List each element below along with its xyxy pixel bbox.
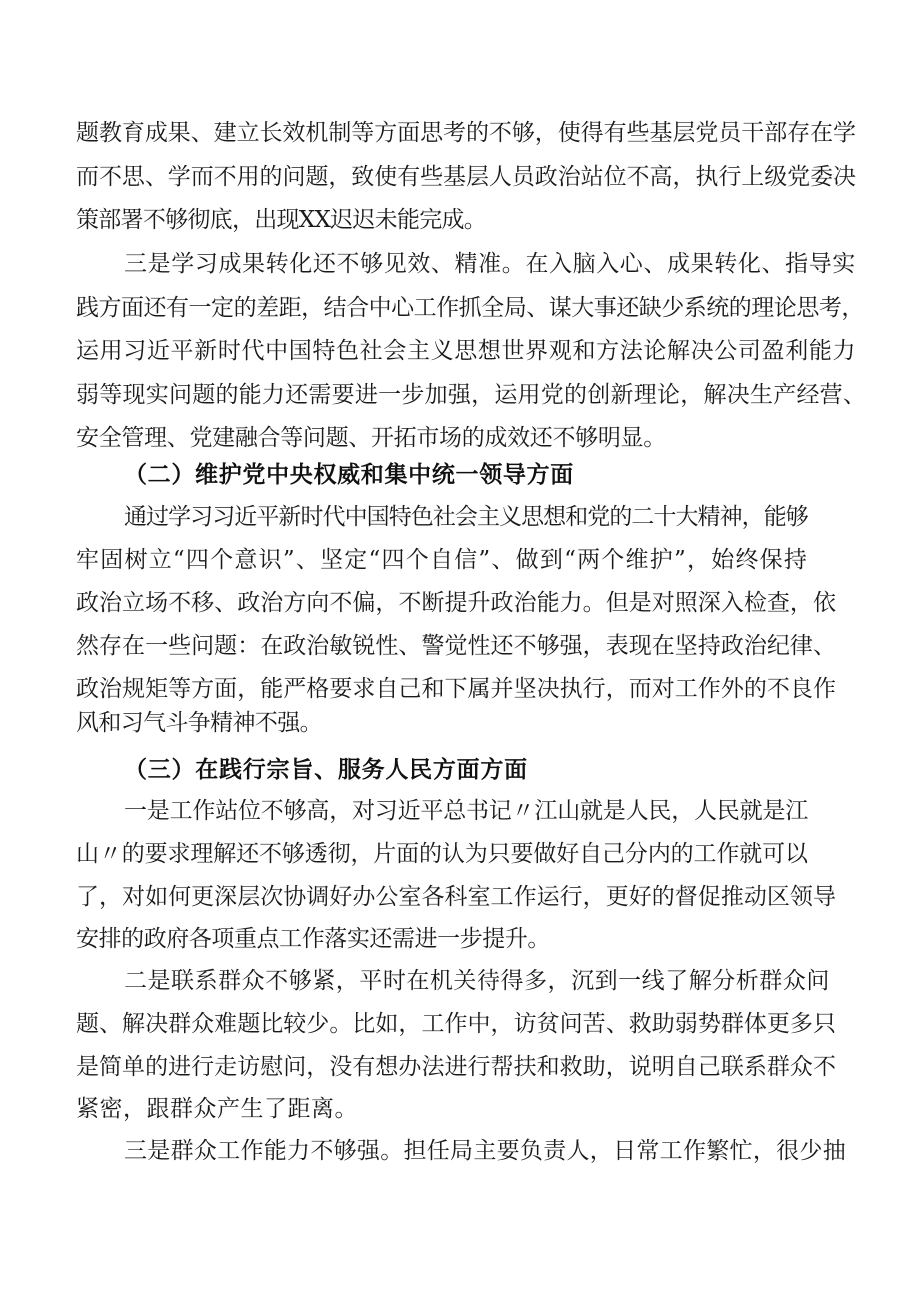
text-line: 风和习气斗争精神不强。 [76,710,322,736]
text-line: 三是群众工作能力不够强。担任局主要负责人，日常工作繁忙，很少抽 [124,1138,846,1164]
text-line: 二是联系群众不够紧，平时在机关待得多，沉到一线了解分析群众问 [124,968,830,994]
text-line: 三是学习成果转化还不够见效、精准。在入脑入心、成果转化、指导实 [124,251,856,277]
text-line: 牢固树立“四个意识”、坚定“四个自信”、做到“两个维护”，始终保持 [76,547,809,573]
text-line: 紧密，跟群众产生了距离。 [76,1096,358,1122]
text-line: 是简单的进行走访慰问，没有想办法进行帮扶和救助，说明自己联系群众不 [76,1054,836,1080]
text-line: 一是工作站位不够高，对习近平总书记〃江山就是人民，人民就是江 [124,798,809,824]
text-line: 政治立场不移、政治方向不偏，不断提升政治能力。但是对照深入检查，依 [76,590,836,616]
text-line: 题、解决群众难题比较少。比如，工作中，访贫问苦、救助弱势群体更多只 [76,1011,836,1037]
text-line: 而不思、学而不用的问题，致使有些基层人员政治站位不高，执行上级党委决 [76,164,856,190]
text-line: 通过学习习近平新时代中国特色社会主义思想和党的二十大精神，能够 [124,504,808,530]
text-line: 安全管理、党建融合等问题、开拓市场的成效还不够明显。 [76,425,666,451]
text-line: 策部署不够彻底，出现XX迟迟未能完成。 [76,207,487,233]
section-heading: （二）维护党中央权威和集中统一领导方面 [124,462,574,488]
section-heading: （三）在践行宗旨、服务人民方面方面 [124,757,528,783]
text-line: 题教育成果、建立长效机制等方面思考的不够，使得有些基层党员干部存在学 [76,120,856,146]
text-line: 践方面还有一定的差距，结合中心工作抓全局、谋大事还缺少系统的理论思考， [76,295,864,321]
text-line: 弱等现实问题的能力还需要进一步加强，运用党的创新理论，解决生产经营、 [76,382,867,408]
text-line: 了，对如何更深层次协调好办公室各科室工作运行，更好的督促推动区领导 [76,884,836,910]
text-line: 山〃的要求理解还不够透彻，片面的认为只要做好自己分内的工作就可以 [76,841,808,867]
text-line: 安排的政府各项重点工作落实还需进一步提升。 [76,926,550,952]
text-line: 运用习近平新时代中国特色社会主义思想世界观和方法论解决公司盈利能力 [76,338,857,364]
text-line: 然存在一些问题：在政治敏锐性、警觉性还不够强，表现在坚持政治纪律、 [76,633,836,659]
text-line: 政治规矩等方面，能严格要求自己和下属并坚决执行，而对工作外的不良作 [76,676,836,702]
